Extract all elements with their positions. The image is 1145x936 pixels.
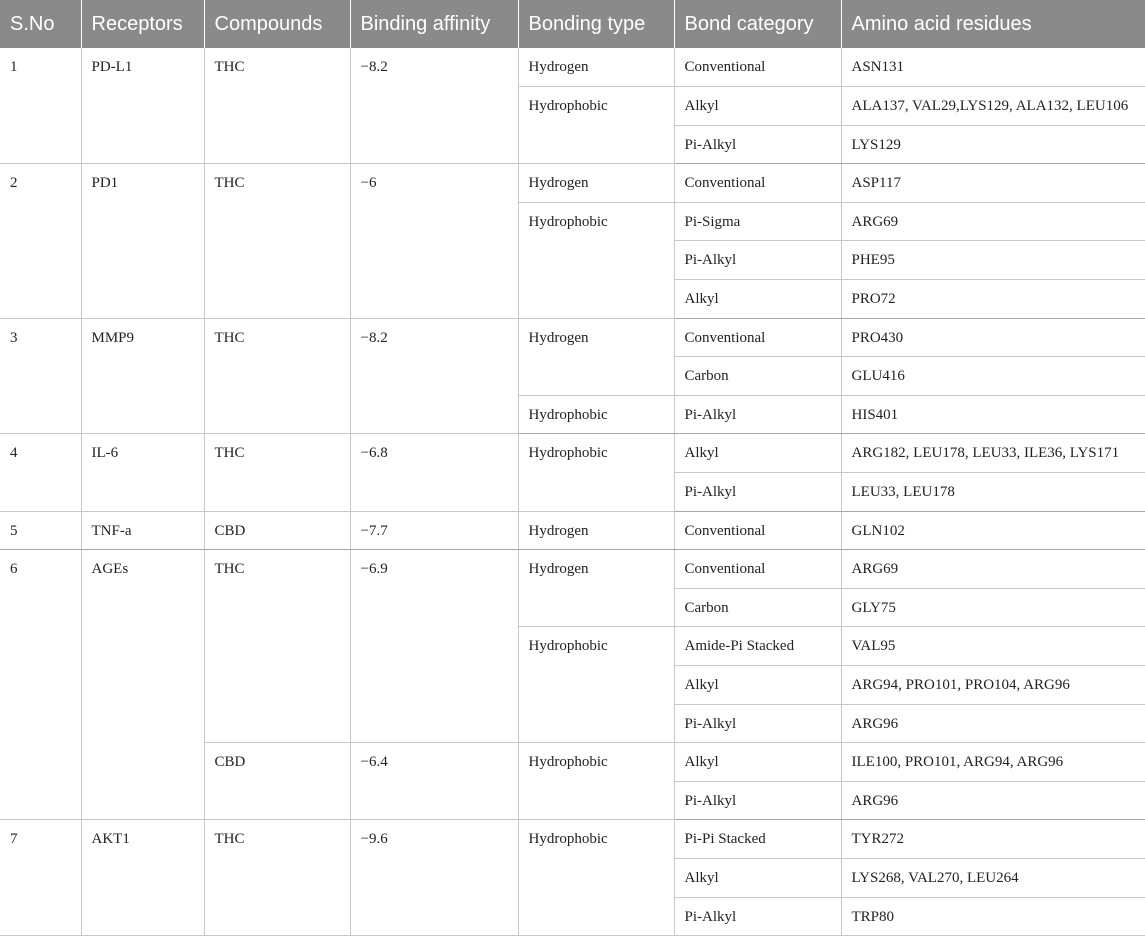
residues-cell: GLU416 — [841, 357, 1145, 396]
bond-category-cell: Alkyl — [674, 87, 841, 126]
receptor-cell: IL-6 — [81, 434, 204, 511]
compound-cell: THC — [204, 164, 350, 318]
header-sno: S.No — [0, 0, 81, 48]
sno-cell: 3 — [0, 318, 81, 434]
residues-cell: LEU33, LEU178 — [841, 473, 1145, 512]
receptor-cell: MMP9 — [81, 318, 204, 434]
bonding-type-cell: Hydrogen — [518, 318, 674, 395]
residues-cell: TYR272 — [841, 820, 1145, 859]
bond-category-cell: Conventional — [674, 318, 841, 357]
residues-cell: LYS129 — [841, 125, 1145, 164]
affinity-cell: −8.2 — [350, 318, 518, 434]
bond-category-cell: Pi-Alkyl — [674, 704, 841, 743]
residues-cell: ILE100, PRO101, ARG94, ARG96 — [841, 743, 1145, 782]
header-binding-affinity: Binding affinity — [350, 0, 518, 48]
bonding-type-cell: Hydrogen — [518, 48, 674, 87]
compound-cell: CBD — [204, 743, 350, 820]
table-row — [0, 318, 1145, 357]
compound-cell: THC — [204, 48, 350, 164]
table-row — [0, 511, 1145, 550]
table-row — [0, 164, 1145, 203]
affinity-cell: −9.6 — [350, 820, 518, 936]
residues-cell: ARG69 — [841, 202, 1145, 241]
sno-cell: 2 — [0, 164, 81, 318]
compound-cell: THC — [204, 318, 350, 434]
receptor-cell: AKT1 — [81, 820, 204, 936]
bond-category-cell: Pi-Sigma — [674, 202, 841, 241]
bond-category-cell: Pi-Pi Stacked — [674, 820, 841, 859]
bond-category-cell: Pi-Alkyl — [674, 897, 841, 936]
bond-category-cell: Conventional — [674, 164, 841, 203]
bond-category-cell: Carbon — [674, 357, 841, 396]
residues-cell: ARG94, PRO101, PRO104, ARG96 — [841, 666, 1145, 705]
table-row — [0, 48, 1145, 87]
receptor-cell: PD1 — [81, 164, 204, 318]
residues-cell: PHE95 — [841, 241, 1145, 280]
affinity-cell: −6 — [350, 164, 518, 318]
compound-cell: THC — [204, 550, 350, 743]
affinity-cell: −8.2 — [350, 48, 518, 164]
residues-cell: ASN131 — [841, 48, 1145, 87]
header-row — [0, 0, 1145, 48]
table-row — [0, 550, 1145, 589]
affinity-cell: −6.4 — [350, 743, 518, 820]
bond-category-cell: Conventional — [674, 48, 841, 87]
sno-cell: 5 — [0, 511, 81, 550]
compound-cell: THC — [204, 820, 350, 936]
header-bonding-type: Bonding type — [518, 0, 674, 48]
header-amino-acid-residues: Amino acid residues — [841, 0, 1145, 48]
bond-category-cell: Conventional — [674, 550, 841, 589]
bonding-type-cell: Hydrophobic — [518, 87, 674, 164]
residues-cell: ARG69 — [841, 550, 1145, 589]
residues-cell: ASP117 — [841, 164, 1145, 203]
bond-category-cell: Amide-Pi Stacked — [674, 627, 841, 666]
residues-cell: LYS268, VAL270, LEU264 — [841, 858, 1145, 897]
receptor-cell: PD-L1 — [81, 48, 204, 164]
bond-category-cell: Alkyl — [674, 280, 841, 319]
header-receptors: Receptors — [81, 0, 204, 48]
table-row — [0, 820, 1145, 859]
residues-cell: PRO430 — [841, 318, 1145, 357]
header-bond-category: Bond category — [674, 0, 841, 48]
receptor-cell: AGEs — [81, 550, 204, 820]
residues-cell: GLY75 — [841, 588, 1145, 627]
residues-cell: GLN102 — [841, 511, 1145, 550]
residues-cell: ALA137, VAL29,LYS129, ALA132, LEU106 — [841, 87, 1145, 126]
residues-cell: VAL95 — [841, 627, 1145, 666]
compound-cell: CBD — [204, 511, 350, 550]
affinity-cell: −6.9 — [350, 550, 518, 743]
bonding-type-cell: Hydrophobic — [518, 202, 674, 318]
bond-category-cell: Pi-Alkyl — [674, 473, 841, 512]
bond-category-cell: Alkyl — [674, 666, 841, 705]
bonding-type-cell: Hydrophobic — [518, 395, 674, 434]
residues-cell: ARG96 — [841, 704, 1145, 743]
bonding-type-cell: Hydrogen — [518, 550, 674, 627]
residues-cell: ARG96 — [841, 781, 1145, 820]
sno-cell: 6 — [0, 550, 81, 820]
bond-category-cell: Pi-Alkyl — [674, 241, 841, 280]
bonding-type-cell: Hydrogen — [518, 164, 674, 203]
sno-cell: 1 — [0, 48, 81, 164]
bond-category-cell: Pi-Alkyl — [674, 395, 841, 434]
bonding-type-cell: Hydrophobic — [518, 820, 674, 936]
bonding-type-cell: Hydrophobic — [518, 434, 674, 511]
affinity-cell: −6.8 — [350, 434, 518, 511]
bonding-type-cell: Hydrophobic — [518, 743, 674, 820]
residues-cell: TRP80 — [841, 897, 1145, 936]
residues-cell: PRO72 — [841, 280, 1145, 319]
bond-category-cell: Conventional — [674, 511, 841, 550]
receptor-cell: TNF-a — [81, 511, 204, 550]
bonding-type-cell: Hydrogen — [518, 511, 674, 550]
bond-category-cell: Alkyl — [674, 858, 841, 897]
bond-category-cell: Alkyl — [674, 743, 841, 782]
bonding-type-cell: Hydrophobic — [518, 627, 674, 743]
residues-cell: HIS401 — [841, 395, 1145, 434]
table-row — [0, 434, 1145, 473]
compound-cell: THC — [204, 434, 350, 511]
sno-cell: 4 — [0, 434, 81, 511]
sno-cell: 7 — [0, 820, 81, 936]
residues-cell: ARG182, LEU178, LEU33, ILE36, LYS171 — [841, 434, 1145, 473]
header-compounds: Compounds — [204, 0, 350, 48]
bond-category-cell: Alkyl — [674, 434, 841, 473]
bond-category-cell: Carbon — [674, 588, 841, 627]
affinity-cell: −7.7 — [350, 511, 518, 550]
bond-category-cell: Pi-Alkyl — [674, 781, 841, 820]
bond-category-cell: Pi-Alkyl — [674, 125, 841, 164]
